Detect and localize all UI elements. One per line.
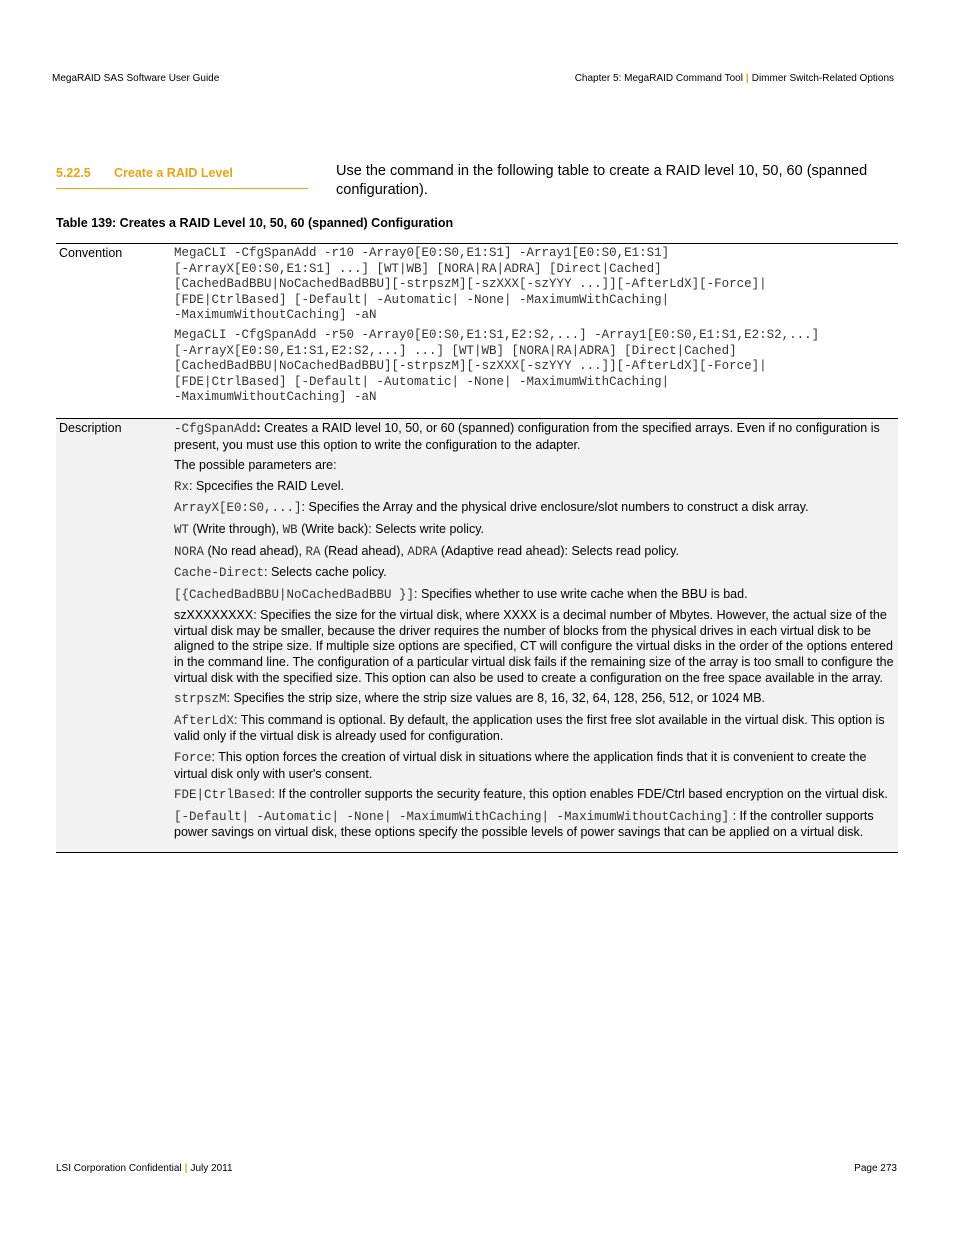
param-text: (Write through), <box>189 521 283 536</box>
param-code: [{CachedBadBBU|NoCachedBadBBU }] <box>174 587 415 602</box>
param-size: szXXXXXXXX: Specifies the size for the virtual disk, where XXXX is a decimal number of Mbytes. However, the actual size of the virtual disk may be smaller, because the driver requires the number of blocks from the physical drives in each virtual disk to be aligned to the stripe size. If multiple size options are specified, CT will configure the virtual disks in the order of the options entered in the command line. The configuration of a particular virtual disk fails if the remaining size of the array is too small to configure the virtual disk with the specified size. This option can also be used to create a configuration on the free space available in the array. <box>174 608 894 685</box>
footer-date: July 2011 <box>190 1163 233 1174</box>
footer-page-number: Page 273 <box>854 1163 897 1174</box>
param-code: ADRA <box>407 544 438 559</box>
convention-code-r10: MegaCLI -CfgSpanAdd -r10 -Array0[E0:S0,E1:S1] -Array1[E0:S0,E1:S1] [-ArrayX[E0:S0,E1:S1] ...] [WT|WB] [NORA|RA|ADRA] [Direct|Cached] [CachedBadBBU|NoCachedBadBBU][-strpszM][-szXXX[-szYYY ...]][-AfterLdX][-Force]| [FDE|CtrlBased] [-Default| -Automatic| -None| -MaximumWithCaching| -MaximumWithoutCaching] -aN <box>174 246 767 323</box>
param-text: (No read ahead), <box>204 543 306 558</box>
footer-left <box>56 1163 233 1174</box>
param-fde <box>174 787 894 804</box>
param-code: Rx <box>174 479 190 494</box>
param-cached-bad-bbu <box>174 587 894 604</box>
param-text: : Specifies the strip size, where the strip size values are 8, 16, 32, 64, 128, 256, 512, or 1024 MB. <box>226 691 766 706</box>
param-text: (Write back): Selects write policy. <box>297 521 484 536</box>
param-code: strpszM <box>174 692 227 707</box>
param-code: RA <box>305 544 321 559</box>
header-divider: | <box>745 73 749 84</box>
param-separator: : <box>256 420 265 435</box>
param-cache-direct <box>174 565 894 582</box>
param-afterldx <box>174 713 894 745</box>
description-cell <box>174 419 898 846</box>
param-text: : Specifies whether to use write cache when the BBU is bad. <box>414 586 748 601</box>
table-row-description <box>56 419 898 852</box>
param-text: (Adaptive read ahead): Selects read policy. <box>437 543 679 558</box>
param-code: -CfgSpanAdd <box>174 421 257 436</box>
convention-code-r50: MegaCLI -CfgSpanAdd -r50 -Array0[E0:S0,E1:S1,E2:S2,...] -Array1[E0:S0,E1:S1,E2:S2,...] [-ArrayX[E0:S0,E1:S1,E2:S2,...] ...] [WT|WB] [NORA|RA|ADRA] [Direct|Cached] [CachedBadBBU|NoCachedBadBBU][-strpszM][-szXXX[-szYYY ...]][-AfterLdX][-Force]| [FDE|CtrlBased] [-Default| -Automatic| -None| -MaximumWithCaching| -MaximumWithoutCaching] -aN <box>174 327 820 405</box>
param-code: [-Default| -Automatic| -None| -MaximumWithCaching| -MaximumWithoutCaching] <box>174 809 730 824</box>
param-text: : This option forces the creation of virtual disk in situations where the application finds that it is convenient to create the virtual disk only with user's consent. <box>174 750 867 781</box>
running-header-chapter <box>575 73 894 84</box>
param-rx <box>174 479 894 496</box>
section-title: Create a RAID Level <box>114 166 233 180</box>
running-header-title: MegaRAID SAS Software User Guide <box>52 73 220 84</box>
header-chapter: Chapter 5: MegaRAID Command Tool <box>574 73 743 84</box>
param-power-savings <box>174 809 894 841</box>
param-cfgspanadd <box>174 421 894 453</box>
description-label: Description <box>59 420 122 435</box>
param-text: : Spcecifies the RAID Level. <box>189 478 344 493</box>
param-text: : Specifies the Array and the physical drive enclosure/slot numbers to construct a disk array. <box>301 500 809 515</box>
header-section: Dimmer Switch-Related Options <box>751 73 894 84</box>
param-text: : Selects cache policy. <box>264 565 387 580</box>
param-strpsz <box>174 691 894 708</box>
convention-label: Convention <box>59 246 123 260</box>
param-code: WT <box>174 522 190 537</box>
table-caption: Table 139: Creates a RAID Level 10, 50, 60 (spanned) Configuration <box>56 216 454 230</box>
possible-parameters: The possible parameters are: <box>174 458 337 473</box>
convention-cell <box>174 244 898 410</box>
section-intro: Use the command in the following table to create a RAID level 10, 50, 60 (spanned configuration). <box>336 163 868 198</box>
param-code: Cache-Direct <box>174 566 265 581</box>
param-code: NORA <box>174 544 205 559</box>
section-heading <box>56 164 308 189</box>
param-force <box>174 750 894 782</box>
param-text: (Read ahead), <box>320 543 408 558</box>
footer-company: LSI Corporation Confidential <box>56 1163 182 1174</box>
param-write-policy <box>174 522 894 539</box>
param-code: WB <box>282 522 298 537</box>
footer-divider: | <box>184 1163 188 1174</box>
param-read-policy <box>174 544 894 561</box>
param-text: Creates a RAID level 10, 50, or 60 (spanned) configuration from the specified arrays. Even if no configuration is present, you must use this option to write the configuration to the adapter. <box>174 420 880 452</box>
param-code: Force <box>174 751 212 766</box>
param-arrayx <box>174 500 894 517</box>
param-text: : This command is optional. By default, the application uses the first free slot available in the virtual disk. This option is valid only if the virtual disk is already used for configuration. <box>174 712 885 744</box>
command-table <box>56 243 898 853</box>
table-row-convention <box>56 244 898 419</box>
param-code: FDE|CtrlBased <box>174 788 272 803</box>
section-number: 5.22.5 <box>56 166 91 180</box>
param-text: : If the controller supports power savings on virtual disk, these options specify the possible levels of power savings that can be applied on a virtual disk. <box>174 808 874 840</box>
param-code: AfterLdX <box>174 713 235 728</box>
param-code: ArrayX[E0:S0,...] <box>174 501 302 516</box>
param-text: : If the controller supports the security feature, this option enables FDE/Ctrl based encryption on the virtual disk. <box>271 787 888 802</box>
